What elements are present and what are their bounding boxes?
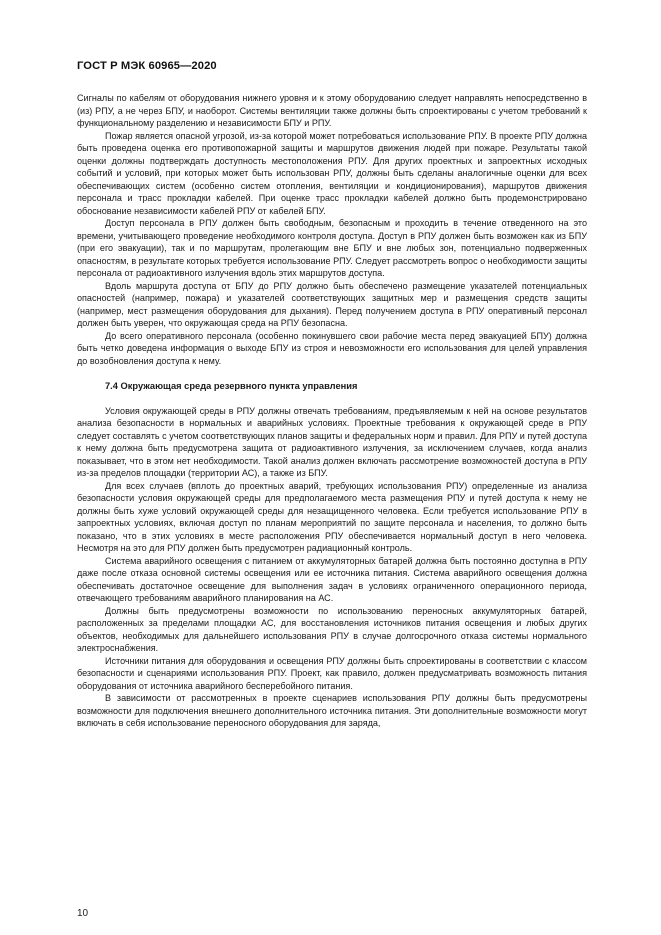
paragraph: Источники питания для оборудования и освещения РПУ должны быть спроектированы в соответствии с классом безопасности и сценариями использования РПУ. Проект, как правило, должен предусматривать возможность питания оборудования от источника аварийного бесперебойного питания. [77,655,587,691]
paragraph: Доступ персонала в РПУ должен быть свободным, безопасным и проходить в течение отведенного на это времени, учитывающего проведение необходимого контроля доступа. Доступ в РПУ должен быть возможен как из БПУ (при его эвакуации), так и по маршрутам, пролегающим вне БПУ и вне любых зон, потенциально подверженных опасностям, в результате которых требуется использование РПУ. Следует рассмотреть вопрос о необходимости защиты персонала от радиоактивного излучения вдоль этих маршрутов доступа. [77,218,587,278]
paragraph: Должны быть предусмотрены возможности по использованию переносных аккумуляторных батарей, расположенных за пределами площадки АС, для восстановления источников питания освещения и любых других объектов, необходимых для дальнейшего использования РПУ в случае долгосрочного отказа системы нормального электроснабжения. [77,605,587,653]
paragraph: До всего оперативного персонала (особенно покинувшего свои рабочие места перед эвакуацией БПУ) должна быть четко доведена информация о выходе БПУ из строя и невозможности его использования для целей управления до возобновления доступа к нему. [77,330,587,366]
document-body [77,92,587,730]
paragraph: Сигналы по кабелям от оборудования нижнего уровня и к этому оборудованию следует направлять непосредственно в (из) РПУ, а не через БПУ, и наоборот. Системы вентиляции также должны быть спроектированы с учетом требований к функциональному разделению и независимости БПУ и РПУ. [77,93,587,128]
document-header: ГОСТ Р МЭК 60965—2020 [77,60,217,72]
paragraph: Вдоль маршрута доступа от БПУ до РПУ должно быть обеспечено размещение указателей потенциальных опасностей (например, пожара) и указателей соответствующих защитных мер и размещения средств защиты (например, мест размещения оборудования для дыхания). Перед получением доступа в РПУ оперативный персонал должен быть уверен, что окружающая среда на РПУ безопасна. [77,280,587,328]
paragraph: Система аварийного освещения с питанием от аккумуляторных батарей должна быть постоянно доступна в РПУ даже после отказа основной системы освещения или ее источника питания. Система аварийного освещения должна обеспечивать достаточное освещение для выполнения задач в условиях ограниченного операционного периода, отвечающего требованиям аварийного планирования на АС. [77,555,587,603]
paragraph: Пожар является опасной угрозой, из-за которой может потребоваться использование РПУ. В проекте РПУ должна быть проведена оценка его противопожарной защиты и маршрутов движения людей при пожаре. Результаты такой оценки должны подтверждать доступность местоположения РПУ. Для других проектных и запроектных исходных событий и условий, при которых может быть использован РПУ, должны быть сделаны аналогичные оценки для всех обеспечивающих систем (особенно систем отопления, вентиляции и кондиционирования), маршрутов движения персонала и трасс прокладки кабелей. При оценке трасс прокладки кабелей должно быть продемонстрировано обоснование независимости кабелей РПУ от кабелей БПУ. [77,130,587,216]
paragraph: Условия окружающей среды в РПУ должны отвечать требованиям, предъявляемым к ней на основе результатов анализа безопасности в нормальных и аварийных условиях. Проектные требования к окружающей среде в РПУ следует составлять с учетом соответствующих планов защиты и федеральных норм и правил. Для РПУ и путей доступа к нему должна быть предусмотрена защита от радиоактивного излучения, за исключением случаев, когда анализ показывает, что в этом нет необходимости. Такой анализ должен включать рассмотрение возможностей доступа в РПУ из-за пределов площадки (территории АС), а также из БПУ. [77,405,587,478]
paragraph: В зависимости от рассмотренных в проекте сценариев использования РПУ должны быть предусмотрены возможности для подключения внешнего дополнительного источника питания. Эти дополнительные возможности могут включать в себя использование переносного оборудования для заряда, [77,693,587,728]
section-heading: 7.4 Окружающая среда резервного пункта управления [105,381,358,391]
page-number: 10 [77,908,89,919]
paragraph: Для всех случаев (вплоть до проектных аварий, требующих использования РПУ) определенные из анализа безопасности условия окружающей среды для предполагаемого места размещения РПУ и путей доступа к нему не должны быть хуже условий окружающей среды для незащищенного человека. Если требуется использование РПУ в запроектных условиях, включая доступ по планам мероприятий по защите персонала и населения, то должно быть показано, что в этих условиях в месте расположения РПУ обеспечивается нормальный доступ в него человека. Несмотря на это для РПУ должен быть предусмотрен радиационный контроль. [77,480,587,553]
